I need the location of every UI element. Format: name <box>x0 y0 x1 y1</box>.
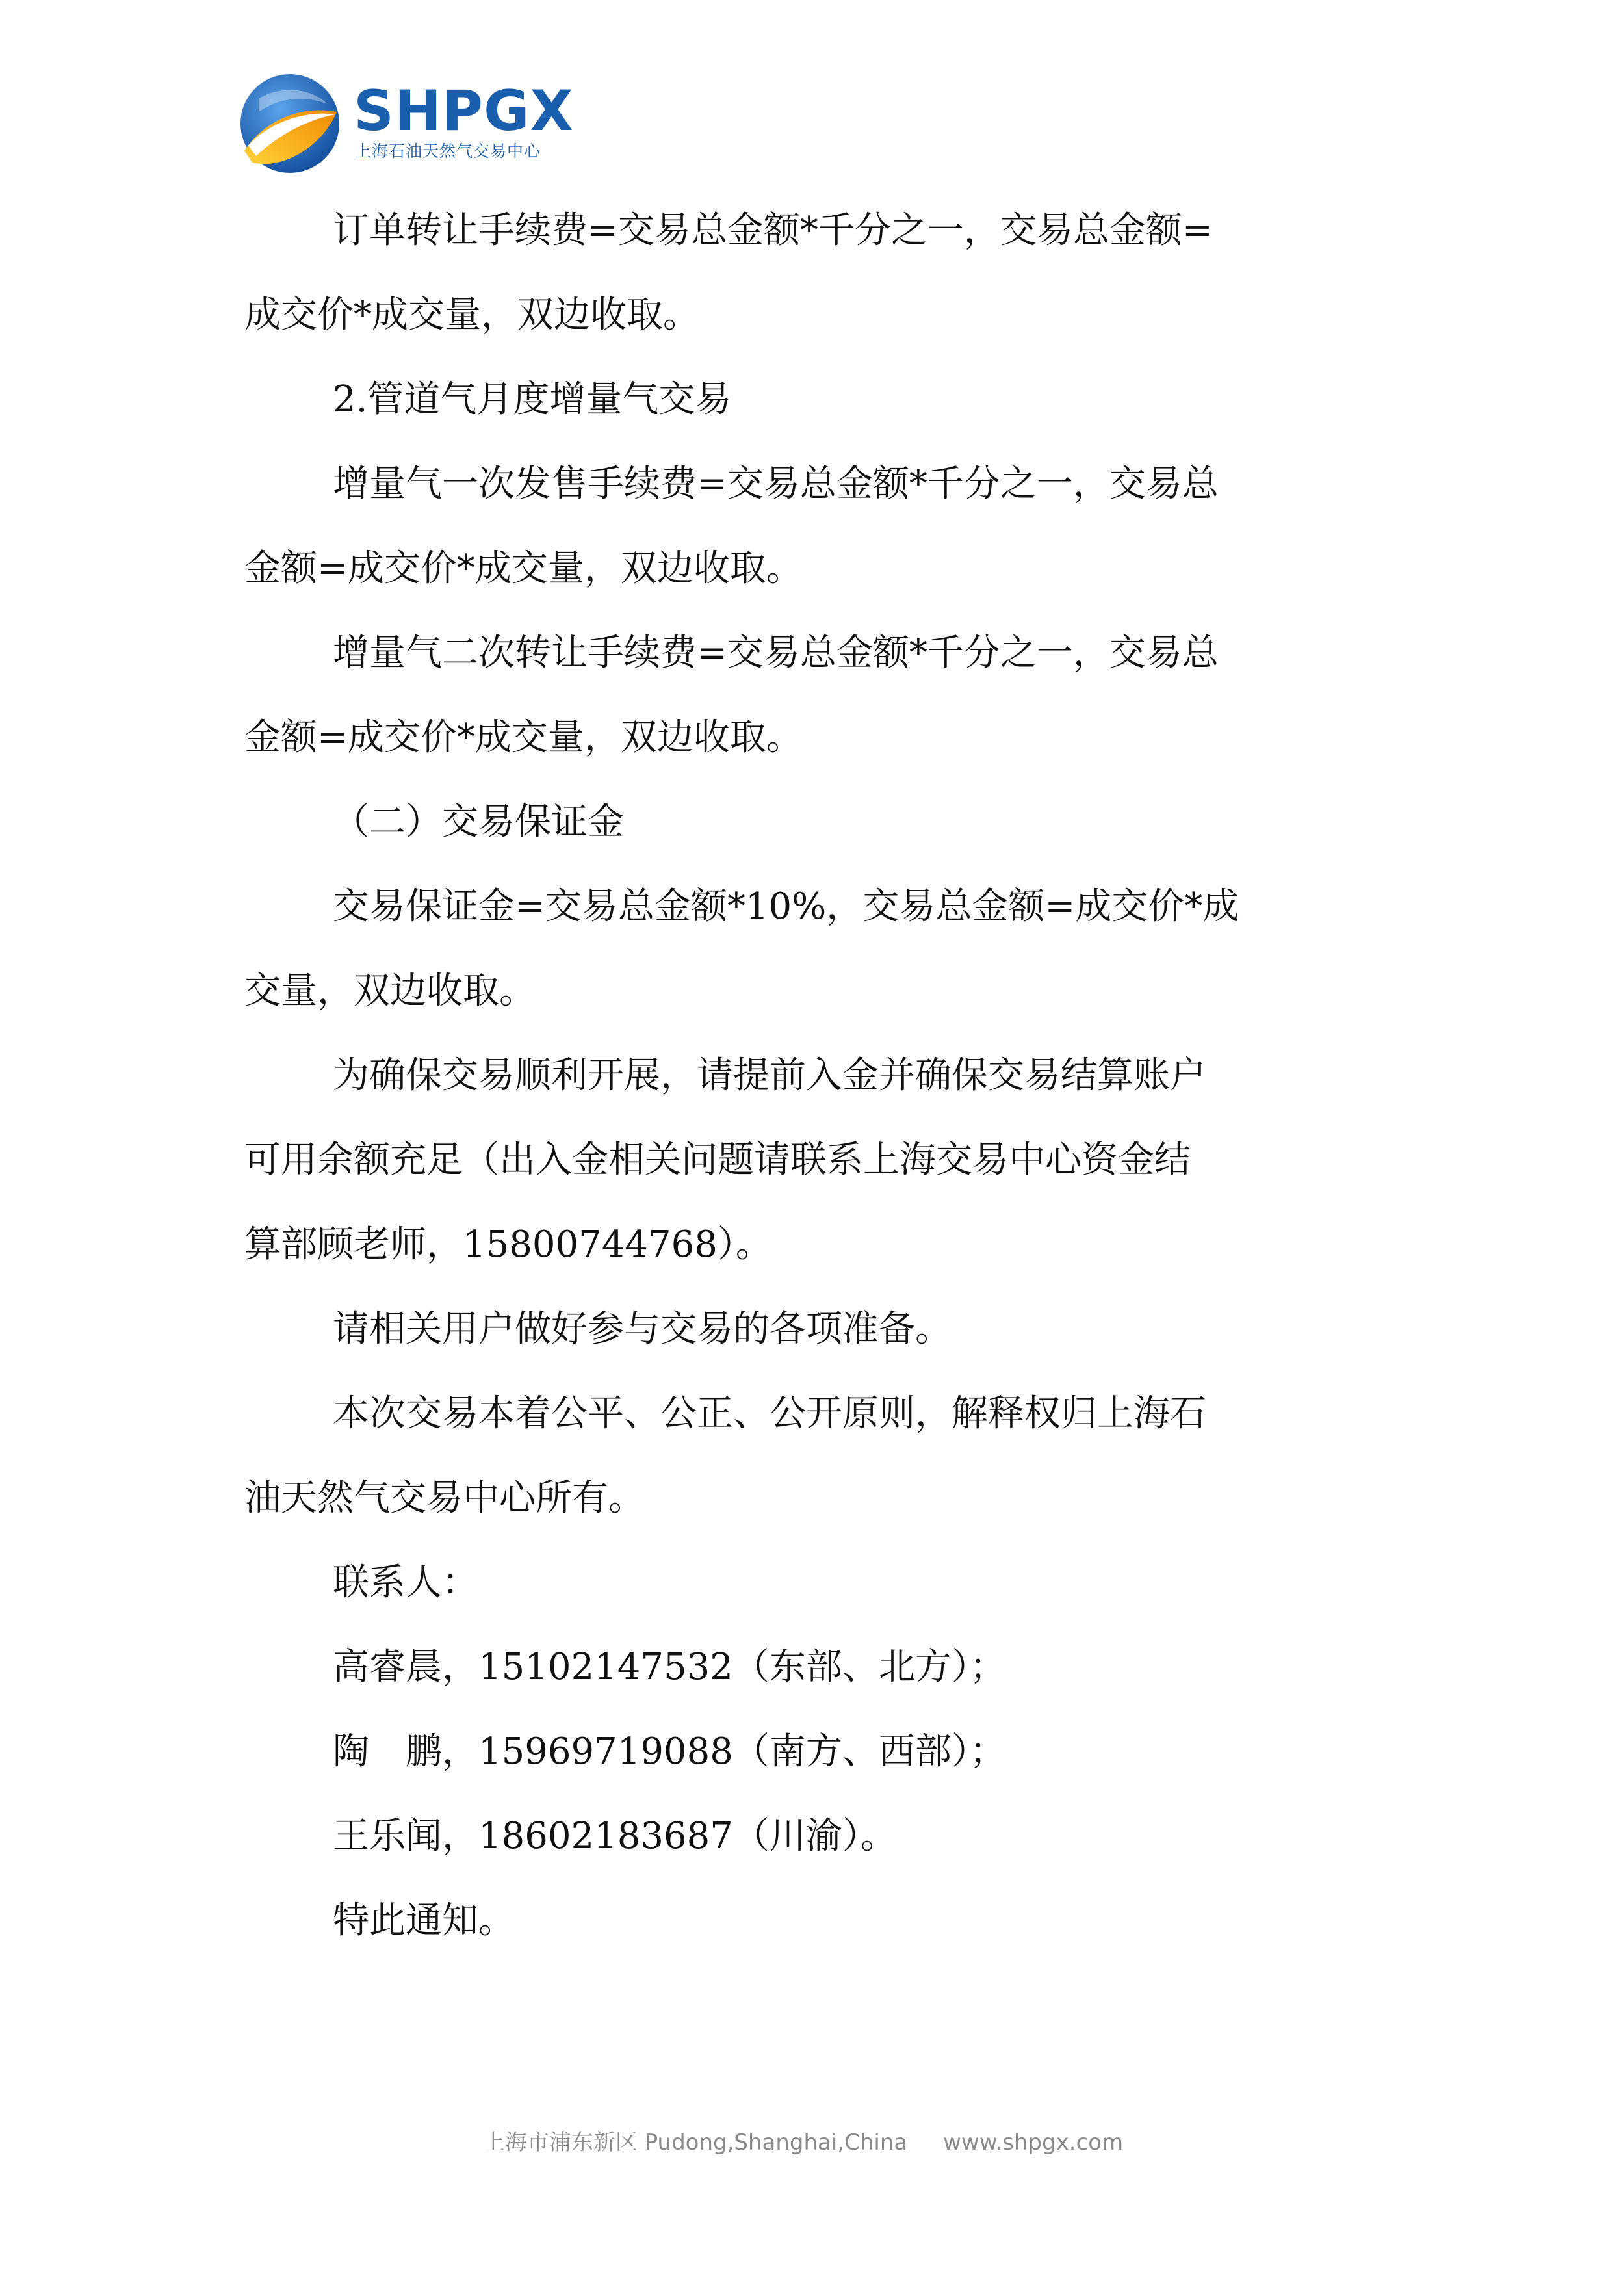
text-line: 成交价*成交量，双边收取。 <box>244 294 699 336</box>
text-line: 请相关用户做好参与交易的各项准备。 <box>333 1308 952 1350</box>
text-line: 金额=成交价*成交量，双边收取。 <box>244 547 803 590</box>
page-footer <box>0 2124 1606 2156</box>
text-line: 为确保交易顺利开展，请提前入金并确保交易结算账户 <box>333 1054 1206 1097</box>
contacts-label: 联系人： <box>333 1561 478 1604</box>
text-line: 金额=成交价*成交量，双边收取。 <box>244 716 803 759</box>
text-line: 增量气一次发售手续费=交易总金额*千分之一，交易总 <box>333 463 1219 505</box>
section-heading: 2.管道气月度增量气交易 <box>333 378 732 421</box>
text-line: 算部顾老师，15800744768）。 <box>244 1223 772 1266</box>
closing-line: 特此通知。 <box>333 1899 515 1942</box>
text-line: 本次交易本着公平、公正、公开原则，解释权归上海石 <box>333 1392 1206 1435</box>
text-line: 可用余额充足（出入金相关问题请联系上海交易中心资金结 <box>244 1139 1191 1181</box>
text-line: 交易保证金=交易总金额*10%，交易总金额=成交价*成 <box>333 885 1239 928</box>
text-line: 订单转让手续费=交易总金额*千分之一，交易总金额= <box>333 209 1213 252</box>
company-logo <box>239 73 574 177</box>
text-line: 增量气二次转让手续费=交易总金额*千分之一，交易总 <box>333 632 1219 674</box>
shpgx-logo-icon <box>239 73 341 174</box>
contact-line: 王乐闻，18602183687（川渝）。 <box>333 1815 897 1857</box>
contact-line: 陶 鹏，15969719088（南方、西部）； <box>333 1730 1006 1773</box>
footer-website: www.shpgx.com <box>943 2130 1124 2156</box>
text-line: 油天然气交易中心所有。 <box>244 1477 645 1519</box>
footer-address: 上海市浦东新区 Pudong,Shanghai,China <box>482 2130 908 2156</box>
section-heading: （二）交易保证金 <box>333 801 624 843</box>
logo-wordmark: SHPGX <box>354 79 574 144</box>
document-body <box>244 189 1362 1963</box>
text-line: 交量，双边收取。 <box>244 970 536 1012</box>
logo-subtitle: 上海石油天然气交易中心 <box>355 142 541 161</box>
contact-line: 高睿晨，15102147532（东部、北方）； <box>333 1646 1006 1688</box>
